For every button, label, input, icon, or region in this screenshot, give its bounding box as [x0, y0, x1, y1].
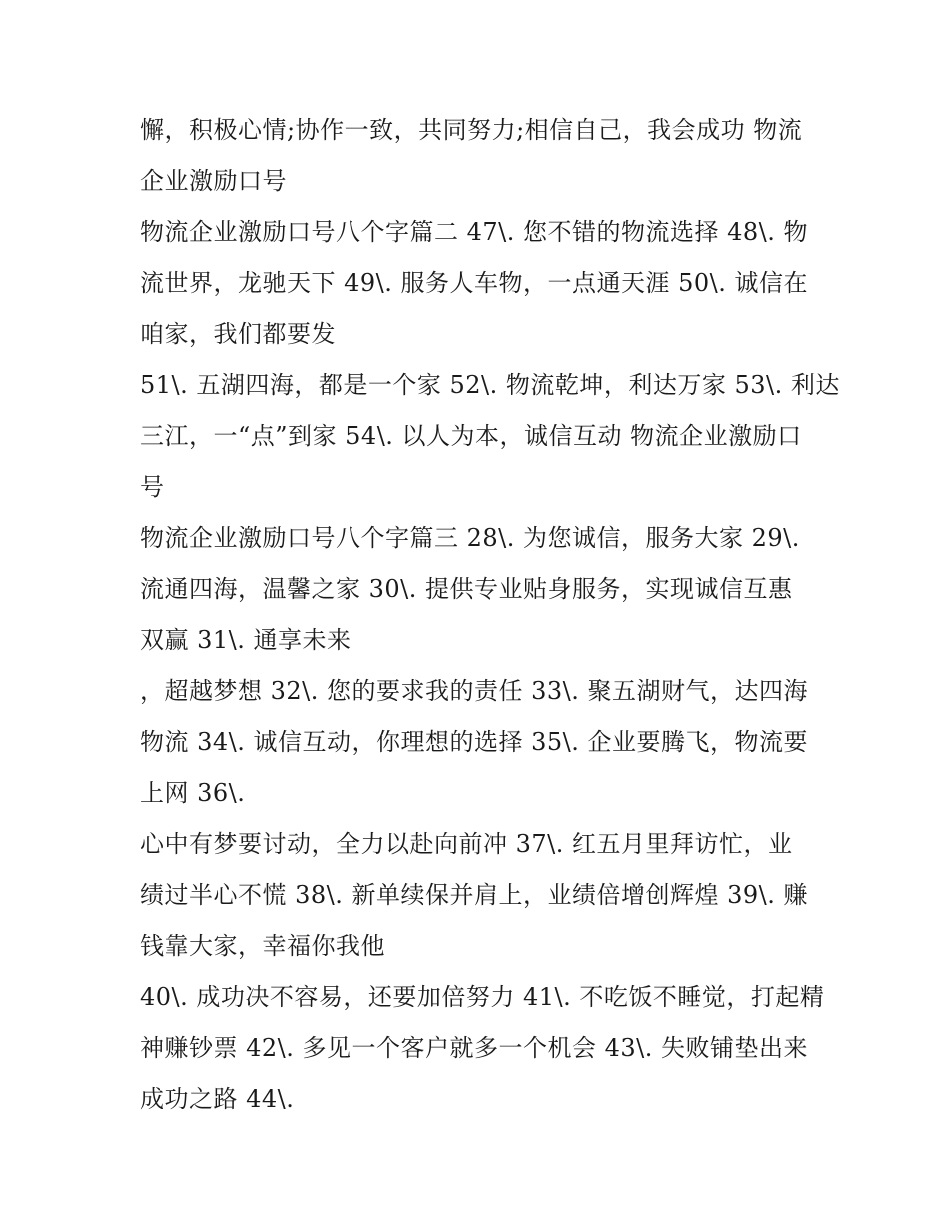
- text-line: 钱靠大家，幸福你我他: [140, 932, 385, 960]
- text-line: 物流 34\. 诚信互动，你理想的选择 35\. 企业要腾飞，物流要: [140, 728, 809, 756]
- text-line: 企业激励口号: [140, 167, 287, 195]
- text-line: 三江，一“点”到家 54\. 以人为本，诚信互动 物流企业激励口: [140, 422, 802, 450]
- text-line: 心中有梦要讨动，全力以赴向前冲 37\. 红五月里拜访忙，业: [140, 830, 793, 858]
- text-line: 流世界，龙驰天下 49\. 服务人车物，一点通天涯 50\. 诚信在: [140, 269, 809, 297]
- text-line: 懈，积极心情;协作一致，共同努力;相信自己，我会成功 物流: [140, 116, 803, 144]
- text-line: 物流企业激励口号八个字篇二 47\. 您不错的物流选择 48\. 物: [140, 218, 809, 246]
- text-line: 物流企业激励口号八个字篇三 28\. 为您诚信，服务大家 29\.: [140, 524, 800, 552]
- body-text: [140, 105, 840, 1125]
- text-line: 40\. 成功决不容易，还要加倍努力 41\. 不吃饭不睡觉，打起精: [140, 983, 825, 1011]
- text-line: 绩过半心不慌 38\. 新单续保并肩上，业绩倍增创辉煌 39\. 赚: [140, 881, 809, 909]
- text-line: 成功之路 44\.: [140, 1085, 295, 1113]
- text-line: ，超越梦想 32\. 您的要求我的责任 33\. 聚五湖财气，达四海: [140, 677, 809, 705]
- text-line: 51\. 五湖四海，都是一个家 52\. 物流乾坤，利达万家 53\. 利达: [140, 371, 840, 399]
- text-line: 咱家，我们都要发: [140, 320, 336, 348]
- text-line: 流通四海，温馨之家 30\. 提供专业贴身服务，实现诚信互惠: [140, 575, 793, 603]
- text-line: 双赢 31\. 通享未来: [140, 626, 352, 654]
- text-line: 神赚钞票 42\. 多见一个客户就多一个机会 43\. 失败铺垫出来: [140, 1034, 809, 1062]
- text-line: 上网 36\.: [140, 779, 246, 807]
- text-line: 号: [140, 473, 165, 501]
